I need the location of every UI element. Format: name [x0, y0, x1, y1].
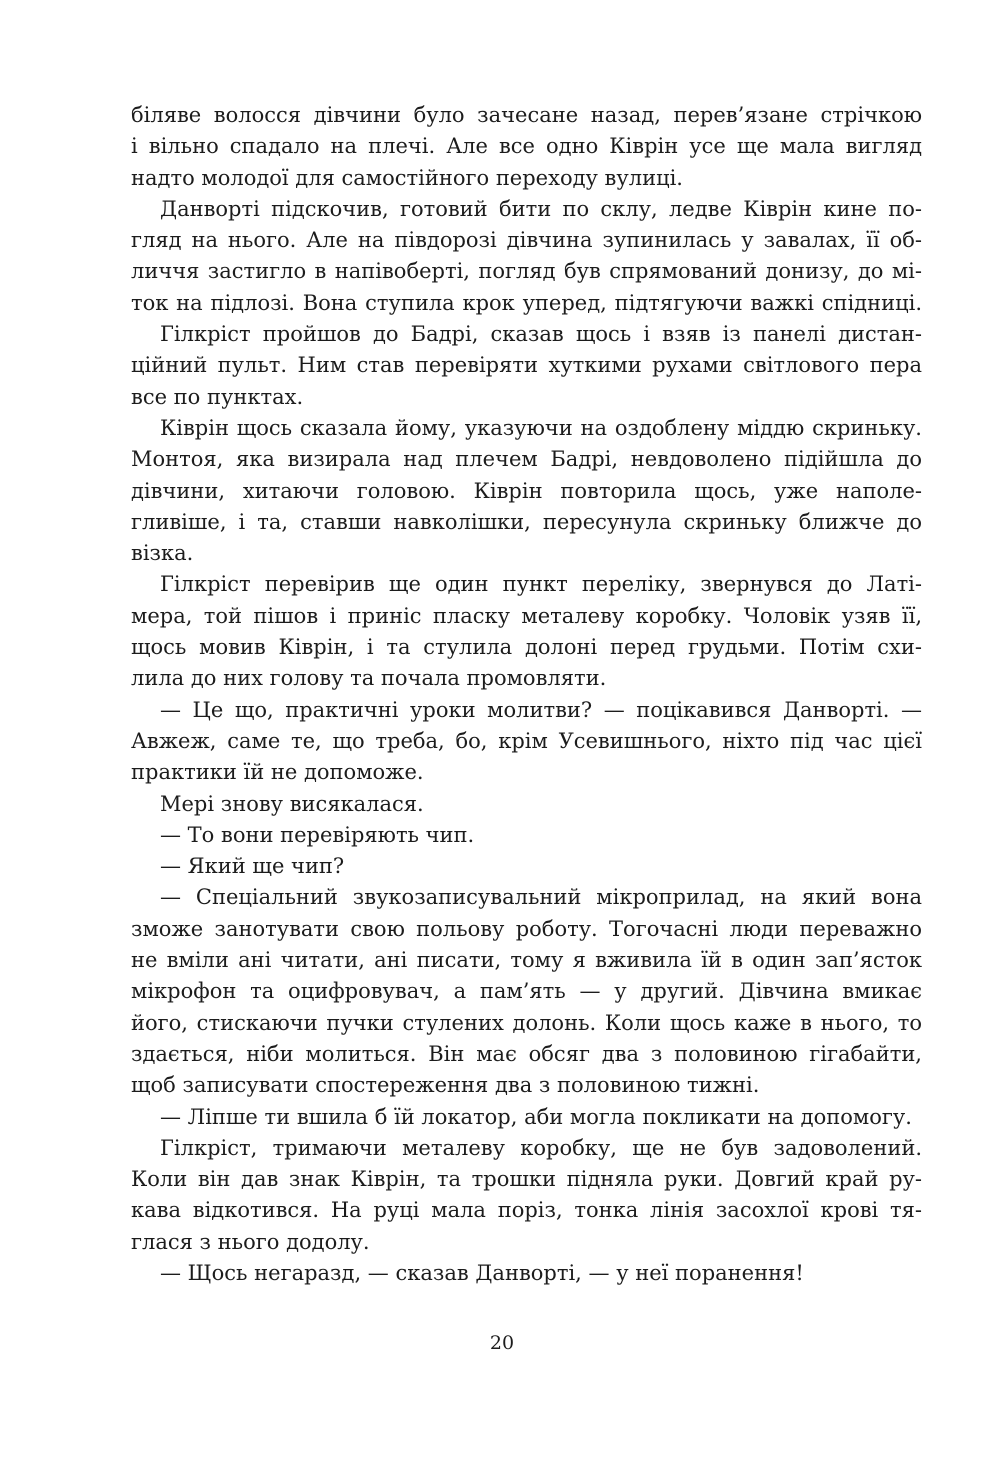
text-line: Данворті підскочив, готовий бити по склу, ледве Ківрін кине по- [160, 196, 922, 221]
text-line: щоб записувати спостереження два з половиною тижні. [131, 1073, 760, 1098]
text-line: практики їй не допоможе. [131, 760, 424, 785]
text-line: — Спеціальний звукозаписувальний мікроприлад, на який вона [160, 885, 922, 910]
text-line: Гілкріст, тримаючи металеву коробку, ще не був задоволений. [160, 1135, 922, 1160]
text-line: мера, той пішов і приніс пласку металеву коробку. Чоловік узяв її, [131, 603, 922, 628]
text-line: щось мовив Ківрін, і та стулила долоні перед грудьми. Потім схи- [131, 635, 922, 660]
text-line: лила до них голову та почала промовляти. [131, 666, 607, 691]
text-line: гливіше, і та, ставши навколішки, пересунула скриньку ближче до [131, 509, 922, 534]
text-line: — Це що, практичні уроки молитви? — поцікавився Данворті. — [160, 697, 922, 722]
text-line: — Ліпше ти вшила б їй локатор, аби могла покликати на допомогу. [160, 1104, 912, 1129]
text-line: мікрофон та оцифровувач, а пам’ять — у другий. Дівчина вмикає [131, 979, 922, 1004]
text-line: — Який ще чип? [160, 854, 345, 879]
text-line: біляве волосся дівчини було зачесане назад, перев’язане стрічкою [131, 103, 922, 127]
text-line: Коли він дав знак Ківрін, та трошки підняла руки. Довгий край ру- [131, 1167, 922, 1192]
text-line: Ківрін щось сказала йому, указуючи на оздоблену міддю скриньку. [160, 415, 922, 440]
text-line: і вільно спадало на плечі. Але все одно Ківрін усе ще мала вигляд [131, 134, 922, 159]
text-line: глася з нього додолу. [131, 1229, 370, 1254]
text-line: личчя застигло в напівоберті, погляд був спрямований донизу, до мі- [131, 259, 922, 284]
text-line: не вміли ані читати, ані писати, тому я вживила їй в один зап’ясток [131, 948, 922, 973]
text-line: надто молодої для самостійного переходу вулиці. [131, 165, 683, 190]
text-line: Монтоя, яка визирала над плечем Бадрі, невдоволено підійшла до [131, 447, 922, 472]
text-line: його, стискаючи пучки стулених долонь. Коли щось каже в нього, то [131, 1010, 922, 1035]
text-line: візка. [131, 541, 194, 566]
text-line: Мері знову висякалася. [160, 791, 424, 816]
text-line: кава відкотився. На руці мала поріз, тонка лінія засохлої крові тя- [131, 1198, 922, 1223]
text-line: ційний пульт. Ним став перевіряти хуткими рухами світлового пера [131, 353, 922, 378]
text-line: Гілкріст пройшов до Бадрі, сказав щось і взяв із панелі дистан- [160, 322, 922, 347]
text-line: все по пунктах. [131, 384, 304, 409]
text-line: зможе занотувати свою польову роботу. Тогочасні люди переважно [131, 916, 922, 941]
body-text [131, 100, 922, 1289]
text-line: здається, ніби молиться. Він має обсяг два з половиною гігабайти, [131, 1041, 922, 1066]
text-line: дівчини, хитаючи головою. Ківрін повторила щось, уже наполе- [131, 478, 922, 503]
text-line: Авжеж, саме те, що треба, бо, крім Усевишнього, ніхто під час цієї [131, 728, 922, 753]
text-line: — Щось негаразд, — сказав Данворті, — у неї поранення! [160, 1260, 804, 1285]
page-number: 20 [489, 1332, 515, 1354]
text-line: гляд на нього. Але на півдорозі дівчина зупинилась у завалах, її об- [131, 228, 922, 253]
text-line: — То вони перевіряють чип. [160, 822, 475, 847]
text-line: Гілкріст перевірив ще один пункт переліку, звернувся до Латі- [160, 572, 922, 597]
text-line: ток на підлозі. Вона ступила крок уперед, підтягуючи важкі спідниці. [131, 290, 922, 315]
